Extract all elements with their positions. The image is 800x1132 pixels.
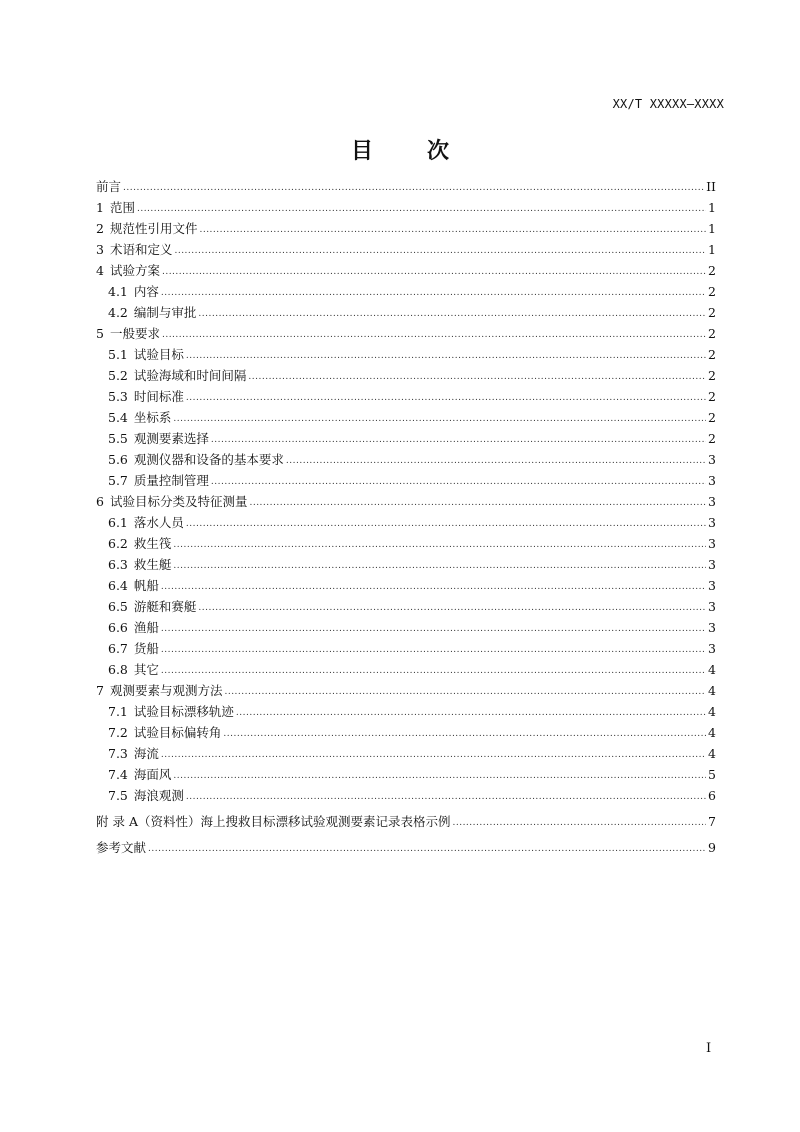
toc-entry-page: 3 [708,641,716,656]
toc-entry-label: 救生艇 [133,557,172,572]
toc-entry-number: 5.6 [108,452,128,467]
toc-entry-number: 5.1 [108,347,128,362]
toc-leader-dots [223,724,706,745]
toc-leader-dots [173,409,706,430]
toc-entry-label: 时间标准 [133,389,184,404]
toc-entry-label: 前言 [96,179,122,194]
toc-entry-page: 7 [708,814,716,829]
toc-entry-number: 6.8 [108,662,128,677]
toc-entry-label: 质量控制管理 [133,473,209,488]
toc-entry-page: 3 [708,494,716,509]
toc-entry-page: 4 [708,683,716,698]
toc-leader-dots [211,430,706,451]
toc-leader-dots [286,451,706,472]
table-of-contents [96,176,716,858]
toc-entry[interactable] [96,344,716,365]
toc-entry[interactable] [96,470,716,491]
toc-entry-number: 6.1 [108,515,128,530]
toc-leader-dots [224,682,706,703]
toc-entry[interactable] [96,491,716,512]
toc-entry-label: 渔船 [133,620,159,635]
toc-entry-label: 落水人员 [133,515,184,530]
toc-entry-label: 观测仪器和设备的基本要求 [133,452,284,467]
toc-entry-page: 3 [708,599,716,614]
toc-entry-label: 术语和定义 [109,242,173,257]
toc-entry[interactable] [96,659,716,680]
toc-entry-page: II [706,179,716,194]
toc-entry-page: 2 [708,263,716,278]
toc-entry[interactable] [96,722,716,743]
toc-entry-label: 范围 [109,200,135,215]
toc-leader-dots [186,787,706,808]
toc-entry[interactable] [96,302,716,323]
toc-entry[interactable] [96,428,716,449]
toc-entry-page: 3 [708,578,716,593]
toc-leader-dots [148,839,706,860]
toc-entry-label: 参考文献 [96,840,147,855]
toc-leader-dots [236,703,706,724]
toc-entry-page: 4 [708,746,716,761]
toc-entry-number: 4 [96,263,104,278]
toc-entry-label: 海浪观测 [133,788,184,803]
toc-leader-dots [249,493,706,514]
toc-leader-dots [161,640,706,661]
toc-entry[interactable] [96,638,716,659]
toc-entry-label: 救生筏 [133,536,172,551]
toc-leader-dots [161,619,706,640]
toc-entry[interactable] [96,365,716,386]
toc-leader-dots [173,766,706,787]
page-title: 目 次 [350,139,465,164]
toc-leader-dots [211,472,706,493]
toc-entry-label: 规范性引用文件 [109,221,198,236]
toc-entry-label: 海面风 [133,767,172,782]
toc-entry-page: 3 [708,557,716,572]
toc-leader-dots [162,262,706,283]
toc-leader-dots [452,813,706,834]
toc-entry-label: 帆船 [133,578,159,593]
toc-entry[interactable] [96,680,716,701]
toc-entry-number: 5 [96,326,104,341]
toc-leader-dots [161,577,706,598]
toc-entry-page: 4 [708,725,716,740]
toc-leader-dots [174,241,706,262]
toc-entry-number: 7.2 [108,725,128,740]
toc-entry-label: 观测要素与观测方法 [109,683,223,698]
page-number: I [706,1041,712,1056]
toc-leader-dots [123,178,704,199]
toc-entry-page: 2 [708,389,716,404]
toc-entry-label: 内容 [133,284,159,299]
toc-entry-label: 观测要素选择 [133,431,209,446]
toc-entry-label: 其它 [133,662,159,677]
toc-entry-page: 2 [708,326,716,341]
toc-entry[interactable] [96,811,716,832]
toc-entry-label: 游艇和赛艇 [133,599,197,614]
toc-entry-label: 一般要求 [109,326,160,341]
toc-entry-label: 附 录 A（资料性）海上搜救目标漂移试验观测要素记录表格示例 [96,814,451,829]
toc-entry[interactable] [96,386,716,407]
toc-entry-number: 6.2 [108,536,128,551]
toc-entry-label: 坐标系 [133,410,172,425]
toc-entry[interactable] [96,407,716,428]
toc-entry-number: 5.4 [108,410,128,425]
toc-entry[interactable] [96,176,716,197]
toc-entry-number: 3 [96,242,104,257]
toc-entry-number: 6.5 [108,599,128,614]
toc-entry[interactable] [96,617,716,638]
toc-entry[interactable] [96,837,716,858]
toc-leader-dots [161,283,706,304]
toc-entry[interactable] [96,449,716,470]
toc-entry-number: 6.3 [108,557,128,572]
toc-entry-number: 6.6 [108,620,128,635]
toc-entry[interactable] [96,785,716,806]
toc-entry[interactable] [96,323,716,344]
toc-entry-page: 2 [708,305,716,320]
toc-leader-dots [248,367,706,388]
toc-leader-dots [198,598,706,619]
toc-entry[interactable] [96,533,716,554]
toc-entry[interactable] [96,281,716,302]
toc-entry[interactable] [96,554,716,575]
toc-entry-number: 5.2 [108,368,128,383]
toc-entry[interactable] [96,239,716,260]
toc-entry[interactable] [96,218,716,239]
toc-entry-page: 3 [708,452,716,467]
toc-entry-label: 货船 [133,641,159,656]
toc-entry-number: 7.3 [108,746,128,761]
toc-entry[interactable] [96,764,716,785]
toc-entry-label: 编制与审批 [133,305,197,320]
toc-entry-number: 7 [96,683,104,698]
toc-leader-dots [186,346,706,367]
toc-entry-page: 6 [708,788,716,803]
toc-entry-number: 7.5 [108,788,128,803]
toc-entry-page: 2 [708,410,716,425]
toc-entry-page: 3 [708,536,716,551]
toc-entry[interactable] [96,512,716,533]
toc-entry-page: 5 [708,767,716,782]
toc-leader-dots [161,745,706,766]
toc-leader-dots [186,388,706,409]
toc-entry-label: 海流 [133,746,159,761]
toc-leader-dots [186,514,706,535]
toc-entry[interactable] [96,575,716,596]
toc-entry-number: 7.4 [108,767,128,782]
toc-entry[interactable] [96,701,716,722]
toc-leader-dots [173,556,706,577]
toc-leader-dots [173,535,706,556]
toc-entry-label: 试验海域和时间间隔 [133,368,247,383]
toc-entry-label: 试验方案 [109,263,160,278]
toc-leader-dots [199,220,706,241]
toc-entry-page: 4 [708,704,716,719]
toc-entry-page: 1 [708,242,716,257]
toc-entry-page: 1 [708,221,716,236]
toc-entry-page: 2 [708,431,716,446]
toc-entry-number: 2 [96,221,104,236]
toc-entry[interactable] [96,743,716,764]
toc-entry-page: 3 [708,620,716,635]
toc-entry-page: 2 [708,368,716,383]
toc-entry[interactable] [96,596,716,617]
toc-entry-page: 9 [708,840,716,855]
toc-entry-page: 2 [708,284,716,299]
document-code: XX/T XXXXX—XXXX [612,97,724,111]
toc-entry-page: 4 [708,662,716,677]
toc-entry-number: 7.1 [108,704,128,719]
toc-leader-dots [198,304,706,325]
toc-entry[interactable] [96,197,716,218]
toc-entry-number: 5.3 [108,389,128,404]
toc-entry[interactable] [96,260,716,281]
toc-entry-number: 1 [96,200,104,215]
toc-entry-number: 6 [96,494,104,509]
toc-entry-number: 6.4 [108,578,128,593]
toc-leader-dots [161,661,706,682]
toc-entry-page: 3 [708,473,716,488]
toc-entry-number: 4.1 [108,284,128,299]
toc-entry-page: 1 [708,200,716,215]
toc-entry-label: 试验目标 [133,347,184,362]
toc-leader-dots [137,199,706,220]
toc-entry-page: 3 [708,515,716,530]
toc-entry-number: 5.5 [108,431,128,446]
toc-entry-label: 试验目标分类及特征测量 [109,494,248,509]
toc-entry-label: 试验目标漂移轨迹 [133,704,234,719]
toc-entry-number: 6.7 [108,641,128,656]
toc-entry-number: 5.7 [108,473,128,488]
toc-entry-label: 试验目标偏转角 [133,725,222,740]
toc-entry-page: 2 [708,347,716,362]
toc-entry-number: 4.2 [108,305,128,320]
toc-leader-dots [162,325,706,346]
